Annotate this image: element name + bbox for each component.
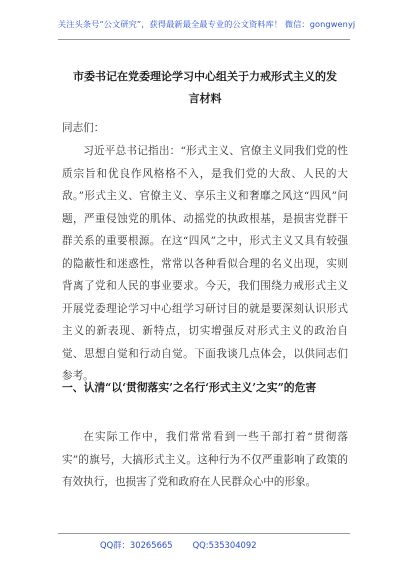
footer-divider <box>58 533 350 534</box>
document-title: 市委书记在党委理论学习中心组关于力戒形式主义的发言材料 <box>73 70 337 105</box>
header-banner: 关注头条号“公文研究”，获得最新最全最专业的公文资料库！ 微信：gongwenyj <box>58 19 356 29</box>
footer-qq: QQ:535304092 <box>192 540 257 550</box>
header-divider <box>58 39 350 40</box>
salutation: 同志们： <box>62 122 105 134</box>
footer-qq-group: QQ群：30265665 <box>100 540 173 550</box>
body-paragraph: 在实际工作中，我们常常看到一些干部打着“贯彻落实”的旗号，大搞形式主义。这种行为不仅严重影响了政策的有效执行，也损害了党和政府在人民群众心中的形象。 <box>62 431 348 488</box>
footer <box>100 539 320 551</box>
section-heading: 一、认清“以‘贯彻落实’之名行‘形式主义’之实”的危害 <box>62 381 317 394</box>
body-paragraph: 习近平总书记指出：“形式主义、官僚主义同我们党的性质宗旨和优良作风格格不入，是我们党的大敌、人民的大敌。”形式主义、官僚主义、享乐主义和奢靡之风这“四风”问题，严重侵蚀党的肌体、动摇党的执政根基，是损害党群干群关系的重要根源。在这“四风”之中，形式主义又具有较强的隐蔽性和迷惑性，常常以各种看似合理的名义出现，实则背离了党和人民的事业要求。今天，我们围绕力戒形式主义开展党委理论学习中心组学习研讨目的就是要深刻认识形式主义的新表现、新特点，切实增强反对形式主义的政治自觉、思想自觉和行动自觉。下面我谈几点体会，以供同志们参考。 <box>62 145 348 382</box>
